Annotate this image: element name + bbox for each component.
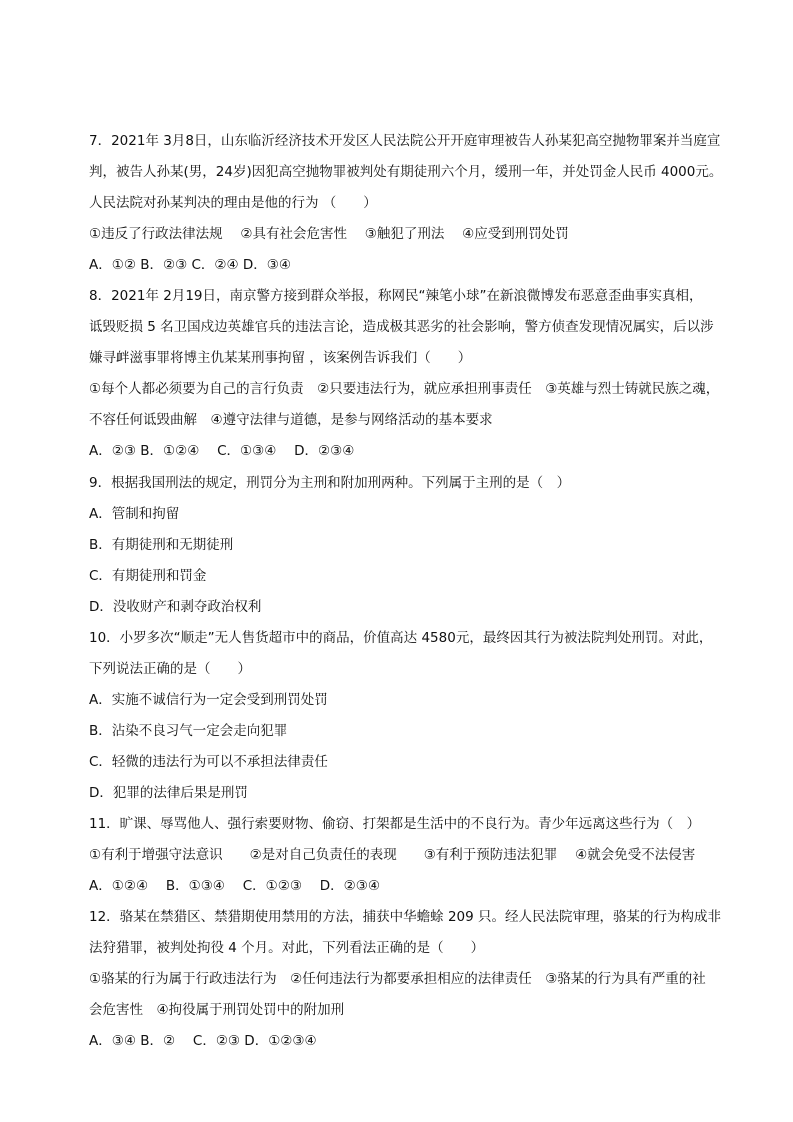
question-8-statements-2: 不容任何诋毁曲解 ④遵守法律与道德，是参与网络活动的基本要求 xyxy=(89,412,493,429)
question-7-line-1: 7．2021年 3月8日，山东临沂经济技术开发区人民法院公开开庭审理被告人孙某犯高空抛物罪案并当庭宣 xyxy=(89,133,721,149)
question-7-statements: ①违反了行政法律法规 ②具有社会危害性 ③触犯了刑法 ④应受到刑罚处罚 xyxy=(89,226,569,243)
question-7-line-3: 人民法院对孙某判决的理由是他的行为 （ ） xyxy=(89,195,377,212)
question-9-option-c: C．有期徒刑和罚金 xyxy=(89,567,207,584)
question-8-line-1: 8．2021年 2月19日，南京警方接到群众举报，称网民“辣笔小球”在新浪微博发布恶意歪曲事实真相， xyxy=(89,288,703,305)
question-7-line-2: 判，被告人孙某(男，24岁)因犯高空抛物罪被判处有期徒刑六个月，缓刑一年，并处罚金人民币 4000元。 xyxy=(89,164,723,181)
question-8-statements-1: ①每个人都必须要为自己的言行负责 ②只要违法行为，就应承担刑事责任 ③英雄与烈士铸就民族之魂， xyxy=(89,381,720,398)
question-9-option-d: D．没收财产和剥夺政治权利 xyxy=(89,598,262,615)
question-12-line-2: 法狩猎罪，被判处拘役 4 个月。对此，下列看法正确的是（ ） xyxy=(89,940,485,957)
question-12-line-1: 12．骆某在禁猎区、禁猎期使用禁用的方法，捕获中华蟾蜍 209 只。经人民法院审理，骆某的行为构成非 xyxy=(89,909,722,926)
question-12-statements-1: ①骆某的行为属于行政违法行为 ②任何违法行为都要承担相应的法律责任 ③骆某的行为具有严重的社 xyxy=(89,971,706,988)
question-12-statements-2: 会危害性 ④拘役属于刑罚处罚中的附加刑 xyxy=(89,1002,345,1019)
question-11-options: A．①②④ B．①③④ C．①②③ D．②③④ xyxy=(89,878,380,895)
question-9-option-a: A．管制和拘留 xyxy=(89,505,180,522)
question-10-line-2: 下列说法正确的是（ ） xyxy=(89,660,251,677)
question-10-option-a: A．实施不诚信行为一定会受到刑罚处罚 xyxy=(89,691,328,708)
question-8-line-3: 嫌寻衅滋事罪将博主仇某某刑事拘留 ，该案例告诉我们（ ） xyxy=(89,350,472,367)
question-10-option-b: B．沾染不良习气一定会走向犯罪 xyxy=(89,722,288,739)
question-8-options: A．②③ B．①②④ C．①③④ D．②③④ xyxy=(89,443,355,460)
question-10-line-1: 10．小罗多次“顺走”无人售货超市中的商品，价值高达 4580元，最终因其行为被法院判处刑罚。对此， xyxy=(89,629,713,646)
question-9-option-b: B．有期徒刑和无期徒刑 xyxy=(89,536,234,553)
question-7-options: A．①② B．②③ C．②④ D．③④ xyxy=(89,257,292,274)
question-8-line-2: 诋毁贬损 5 名卫国戍边英雄官兵的违法言论，造成极其恶劣的社会影响，警方侦查发现情况属实，后以涉 xyxy=(89,319,714,336)
document-page xyxy=(89,126,729,1057)
question-10-option-d: D．犯罪的法律后果是刑罚 xyxy=(89,784,248,801)
question-11-stem: 11．旷课、辱骂他人、强行索要财物、偷窃、打架都是生活中的不良行为。青少年远离这些行为（ ） xyxy=(89,816,701,833)
question-10-option-c: C．轻微的违法行为可以不承担法律责任 xyxy=(89,753,328,770)
question-11-statements: ①有利于增强守法意识 ②是对自己负责任的表现 ③有利于预防违法犯罪 ④就会免受不法侵害 xyxy=(89,847,696,864)
question-9-stem: 9．根据我国刑法的规定，刑罚分为主刑和附加刑两种。下列属于主刑的是（ ） xyxy=(89,474,571,491)
question-12-options: A．③④ B．② C．②③ D．①②③④ xyxy=(89,1033,317,1050)
